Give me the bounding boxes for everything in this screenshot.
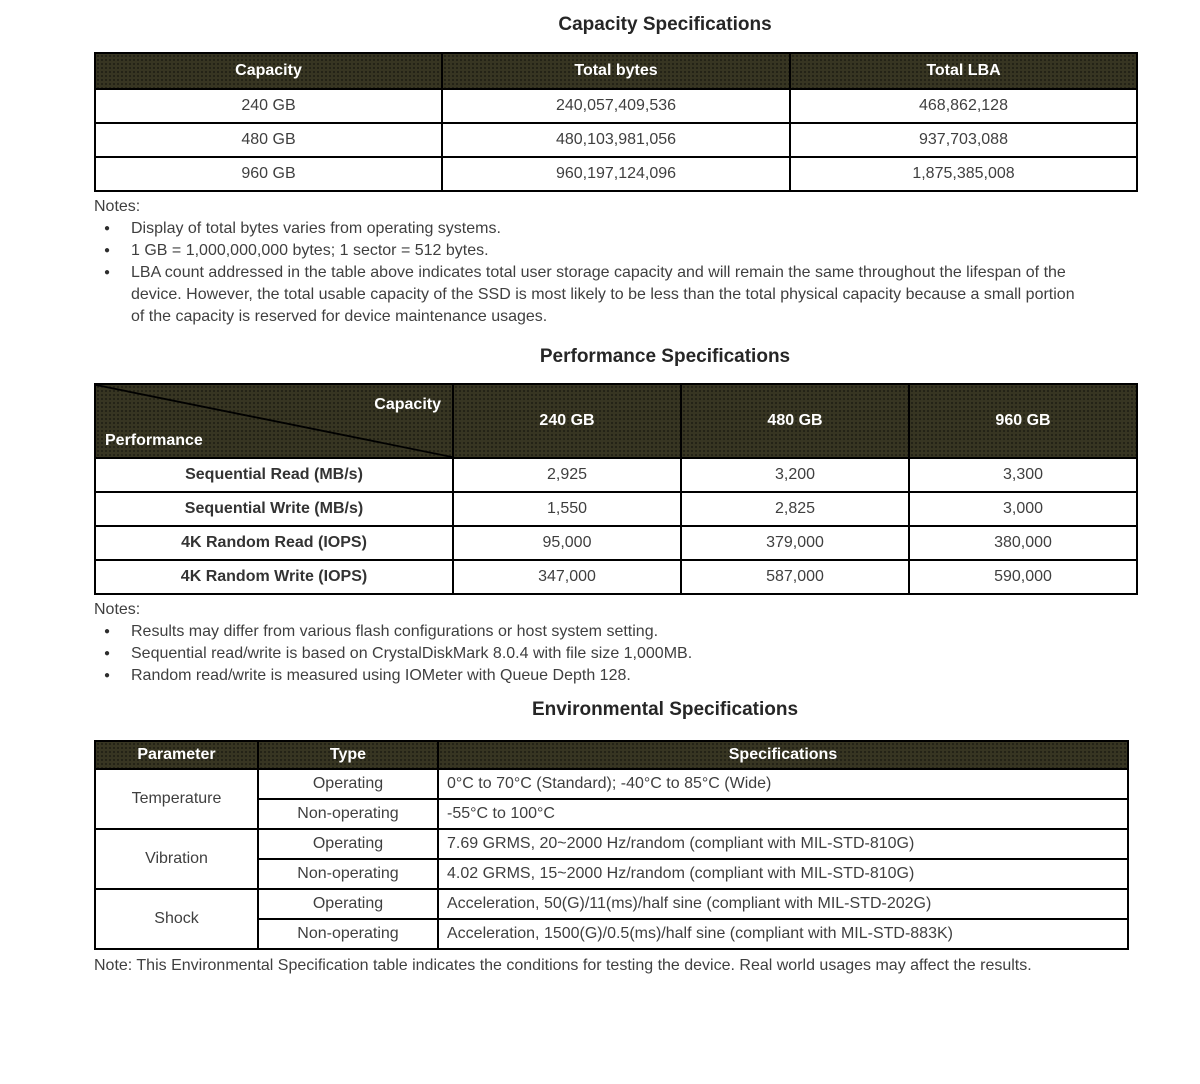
- note-text: Display of total bytes varies from operating systems.: [131, 220, 501, 237]
- bullet-icon: ●: [104, 223, 111, 234]
- bullet-icon: ●: [104, 670, 111, 681]
- env-parameter-vibration: Vibration: [95, 829, 258, 889]
- performance-header-960gb: 960 GB: [909, 384, 1137, 458]
- performance-table: [94, 383, 1138, 595]
- capacity-table: [94, 52, 1138, 192]
- capacity-section-title: Capacity Specifications: [558, 14, 772, 35]
- total-lba-cell: 468,862,128: [790, 89, 1137, 123]
- note-text: 1 GB = 1,000,000,000 bytes; 1 sector = 512 bytes.: [131, 242, 489, 259]
- bullet-icon: ●: [104, 626, 111, 637]
- env-spec-cell: Acceleration, 50(G)/11(ms)/half sine (compliant with MIL-STD-202G): [438, 889, 1128, 919]
- env-parameter-temperature: Temperature: [95, 769, 258, 829]
- table-row: [95, 89, 1137, 123]
- capacity-header-capacity: Capacity: [95, 53, 442, 89]
- env-header-specifications: Specifications: [438, 741, 1128, 769]
- table-row: [95, 889, 1128, 919]
- note-text: LBA count addressed in the table above indicates total user storage capacity and will remain the same throughout the lifespan of the device. However, the total usable capacity of the SSD is most likely to be less than the total physical capacity because a small portion of the capacity is reserved for device maintenance usages.: [131, 264, 1075, 325]
- total-bytes-cell: 240,057,409,536: [442, 89, 790, 123]
- corner-label-performance: Performance: [105, 432, 203, 449]
- performance-row-label: 4K Random Read (IOPS): [95, 526, 453, 560]
- performance-value: 3,000: [909, 492, 1137, 526]
- table-row: [95, 157, 1137, 191]
- table-row: [95, 526, 1137, 560]
- env-type-cell: Operating: [258, 889, 438, 919]
- capacity-header-total-bytes: Total bytes: [442, 53, 790, 89]
- performance-value: 3,200: [681, 458, 909, 492]
- env-type-cell: Operating: [258, 829, 438, 859]
- notes-label: Notes:: [94, 601, 141, 618]
- table-row: [95, 458, 1137, 492]
- total-lba-cell: 937,703,088: [790, 123, 1137, 157]
- environmental-note: Note: This Environmental Specification table indicates the conditions for testing the device. Real world usages may affect the results.: [94, 957, 1032, 974]
- note-item: [94, 665, 1200, 687]
- performance-value: 379,000: [681, 526, 909, 560]
- env-parameter-shock: Shock: [95, 889, 258, 949]
- bullet-icon: ●: [104, 245, 111, 256]
- note-item: [94, 262, 1200, 328]
- table-row: [95, 492, 1137, 526]
- notes-label: Notes:: [94, 198, 141, 215]
- performance-row-label: Sequential Read (MB/s): [95, 458, 453, 492]
- capacity-cell: 240 GB: [95, 89, 442, 123]
- bullet-icon: ●: [104, 648, 111, 659]
- env-header-parameter: Parameter: [95, 741, 258, 769]
- table-row: [95, 123, 1137, 157]
- performance-notes: [94, 599, 1200, 687]
- note-item: [94, 218, 1200, 240]
- performance-row-label: Sequential Write (MB/s): [95, 492, 453, 526]
- note-text: Sequential read/write is based on CrystalDiskMark 8.0.4 with file size 1,000MB.: [131, 645, 693, 662]
- performance-header-480gb: 480 GB: [681, 384, 909, 458]
- note-item: [94, 643, 1200, 665]
- note-text: Random read/write is measured using IOMeter with Queue Depth 128.: [131, 667, 631, 684]
- env-type-cell: Non-operating: [258, 859, 438, 889]
- table-row: [95, 829, 1128, 859]
- env-header-type: Type: [258, 741, 438, 769]
- env-type-cell: Non-operating: [258, 919, 438, 949]
- capacity-header-total-lba: Total LBA: [790, 53, 1137, 89]
- note-text: Results may differ from various flash configurations or host system setting.: [131, 623, 659, 640]
- performance-capacity-corner-cell: [95, 384, 453, 458]
- performance-value: 1,550: [453, 492, 681, 526]
- total-bytes-cell: 960,197,124,096: [442, 157, 790, 191]
- env-type-cell: Operating: [258, 769, 438, 799]
- performance-value: 587,000: [681, 560, 909, 594]
- note-item: [94, 621, 1200, 643]
- table-row: [95, 560, 1137, 594]
- table-row: [95, 769, 1128, 799]
- total-lba-cell: 1,875,385,008: [790, 157, 1137, 191]
- bullet-icon: ●: [104, 267, 111, 278]
- env-spec-cell: -55°C to 100°C: [438, 799, 1128, 829]
- performance-value: 347,000: [453, 560, 681, 594]
- capacity-cell: 960 GB: [95, 157, 442, 191]
- capacity-table-header-row: [95, 53, 1137, 89]
- capacity-notes: [94, 196, 1200, 328]
- note-item: [94, 240, 1200, 262]
- total-bytes-cell: 480,103,981,056: [442, 123, 790, 157]
- performance-value: 3,300: [909, 458, 1137, 492]
- performance-value: 2,925: [453, 458, 681, 492]
- env-spec-cell: Acceleration, 1500(G)/0.5(ms)/half sine (compliant with MIL-STD-883K): [438, 919, 1128, 949]
- performance-header-240gb: 240 GB: [453, 384, 681, 458]
- environmental-section-title: Environmental Specifications: [531, 699, 799, 720]
- capacity-cell: 480 GB: [95, 123, 442, 157]
- env-spec-cell: 0°C to 70°C (Standard); -40°C to 85°C (Wide): [438, 769, 1128, 799]
- environmental-table-header-row: [95, 741, 1128, 769]
- performance-value: 95,000: [453, 526, 681, 560]
- performance-row-label: 4K Random Write (IOPS): [95, 560, 453, 594]
- performance-value: 380,000: [909, 526, 1137, 560]
- env-type-cell: Non-operating: [258, 799, 438, 829]
- env-spec-cell: 7.69 GRMS, 20~2000 Hz/random (compliant with MIL-STD-810G): [438, 829, 1128, 859]
- environmental-table: [94, 740, 1129, 950]
- performance-value: 590,000: [909, 560, 1137, 594]
- corner-label-capacity: Capacity: [374, 396, 441, 413]
- env-spec-cell: 4.02 GRMS, 15~2000 Hz/random (compliant with MIL-STD-810G): [438, 859, 1128, 889]
- performance-section-title: Performance Specifications: [539, 346, 791, 367]
- performance-table-header-row: [95, 384, 1137, 458]
- performance-value: 2,825: [681, 492, 909, 526]
